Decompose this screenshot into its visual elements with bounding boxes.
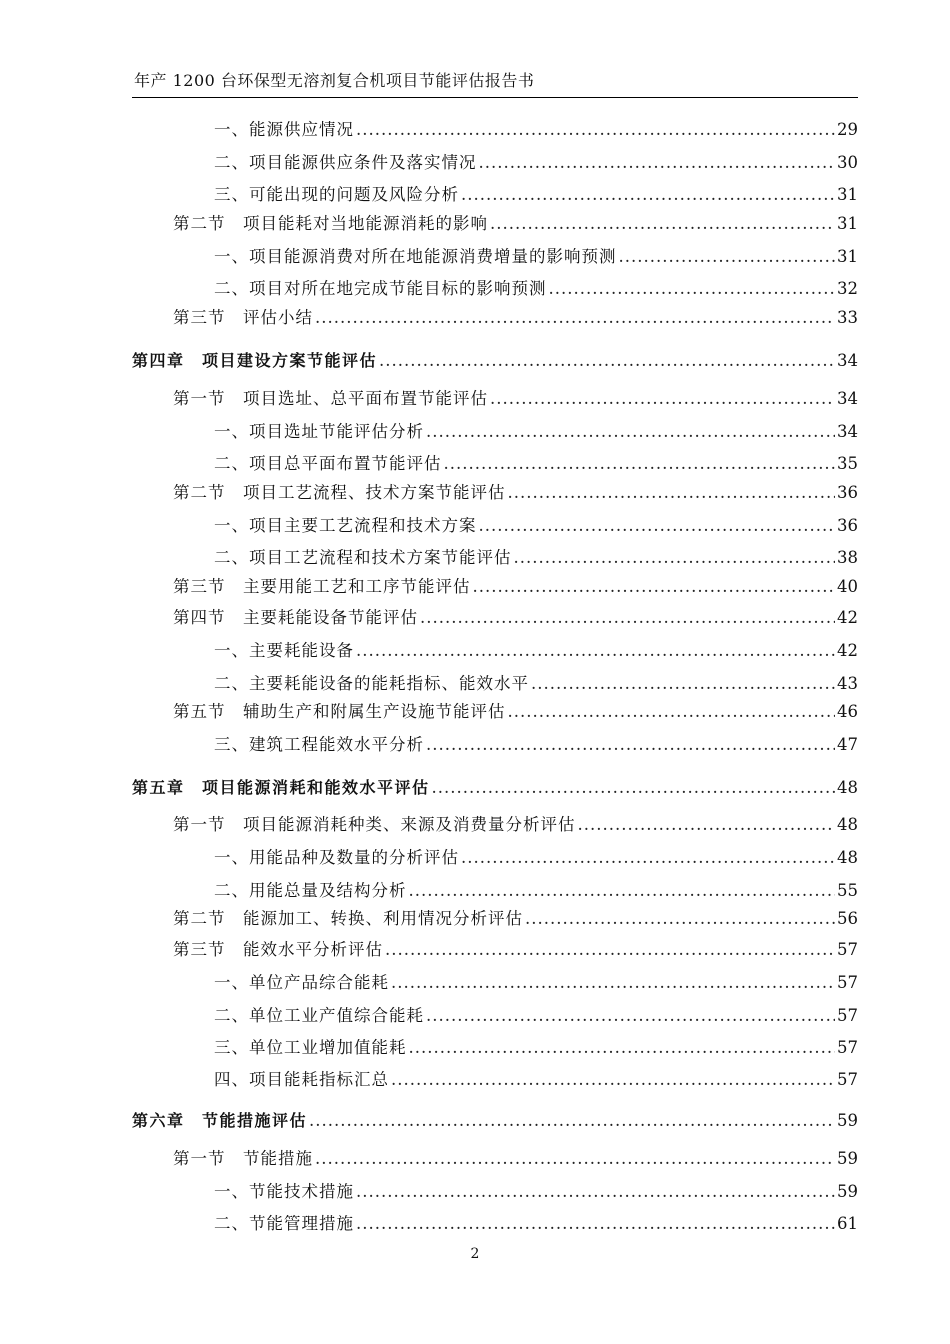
toc-entry[interactable]: 第五节 辅助生产和附属生产设施节能评估 ..... 46 (173, 700, 858, 724)
leader-dots (426, 733, 835, 757)
toc-entry[interactable]: 二、节能管理措施 ..... 61 (214, 1212, 858, 1236)
leader-dots (549, 277, 836, 301)
toc-entry[interactable]: 三、建筑工程能效水平分析 ..... 47 (214, 733, 858, 757)
page-number: 36 (837, 516, 858, 535)
page-number: 36 (837, 483, 858, 502)
page-number: 48 (837, 778, 858, 797)
page-number: 42 (837, 608, 858, 627)
leader-dots (479, 514, 836, 538)
toc-entry[interactable]: 一、能源供应情况 ..... 29 (214, 118, 858, 142)
toc-chapter[interactable]: 第四章 项目建设方案节能评估 ..... 34 (132, 349, 858, 373)
page-number: 57 (837, 1006, 858, 1025)
page-footer-number: 2 (470, 1246, 480, 1262)
leader-dots (461, 183, 835, 207)
running-header: 年产 1200 台环保型无溶剂复合机项目节能评估报告书 (134, 71, 535, 90)
toc-entry[interactable]: 一、主要耗能设备 ..... 42 (214, 639, 858, 663)
leader-dots (356, 1180, 835, 1204)
page-number: 31 (837, 247, 858, 266)
page-number: 59 (837, 1111, 858, 1130)
leader-dots (490, 387, 835, 411)
toc-entry[interactable]: 一、项目能源消费对所在地能源消费增量的影响预测 ..... 31 (214, 245, 858, 269)
toc-entry[interactable]: 二、单位工业产值综合能耗 ..... 57 (214, 1004, 858, 1028)
page-number: 43 (837, 674, 858, 693)
page-number: 31 (837, 214, 858, 233)
page-number: 40 (837, 577, 858, 596)
toc-entry[interactable]: 一、项目主要工艺流程和技术方案 ..... 36 (214, 514, 858, 538)
leader-dots (426, 420, 835, 444)
toc-entry[interactable]: 二、项目工艺流程和技术方案节能评估 ..... 38 (214, 546, 858, 570)
leader-dots (508, 700, 836, 724)
leader-dots (479, 151, 836, 175)
toc-entry[interactable]: 二、项目总平面布置节能评估 ..... 35 (214, 452, 858, 476)
leader-dots (315, 306, 835, 330)
leader-dots (391, 1068, 835, 1092)
toc-entry[interactable]: 第一节 节能措施 ..... 59 (173, 1147, 858, 1171)
leader-dots (315, 1147, 835, 1171)
page-number: 55 (837, 881, 858, 900)
page-number: 47 (837, 735, 858, 754)
page-number: 38 (837, 548, 858, 567)
leader-dots (385, 938, 835, 962)
toc-entry[interactable]: 三、可能出现的问题及风险分析 ..... 31 (214, 183, 858, 207)
toc-entry[interactable]: 第三节 主要用能工艺和工序节能评估 ..... 40 (173, 575, 858, 599)
leader-dots (619, 245, 836, 269)
page-number: 57 (837, 1038, 858, 1057)
page-number: 29 (837, 120, 858, 139)
leader-dots (578, 813, 836, 837)
leader-dots (514, 546, 836, 570)
page-number: 35 (837, 454, 858, 473)
toc-entry[interactable]: 二、项目对所在地完成节能目标的影响预测 ..... 32 (214, 277, 858, 301)
toc-entry[interactable]: 第二节 项目能耗对当地能源消耗的影响 ..... 31 (173, 212, 858, 236)
page-number: 57 (837, 940, 858, 959)
leader-dots (426, 1004, 835, 1028)
leader-dots (309, 1109, 835, 1133)
page-number: 34 (837, 351, 858, 370)
leader-dots (379, 349, 835, 373)
leader-dots (356, 118, 835, 142)
leader-dots (409, 879, 836, 903)
page-number: 31 (837, 185, 858, 204)
toc-entry[interactable]: 第二节 项目工艺流程、技术方案节能评估 ..... 36 (173, 481, 858, 505)
toc-entry[interactable]: 第二节 能源加工、转换、利用情况分析评估 ..... 56 (173, 907, 858, 931)
toc-entry[interactable]: 一、单位产品综合能耗 ..... 57 (214, 971, 858, 995)
leader-dots (490, 212, 835, 236)
header-divider (132, 97, 858, 98)
toc-entry[interactable]: 第三节 评估小结 ..... 33 (173, 306, 858, 330)
toc-chapter[interactable]: 第五章 项目能源消耗和能效水平评估 ..... 48 (132, 776, 858, 800)
toc-entry[interactable]: 一、用能品种及数量的分析评估 ..... 48 (214, 846, 858, 870)
page-number: 48 (837, 815, 858, 834)
leader-dots (473, 575, 836, 599)
page-number: 57 (837, 973, 858, 992)
page-number: 34 (837, 422, 858, 441)
page-number: 61 (837, 1214, 858, 1233)
toc-chapter[interactable]: 第六章 节能措施评估 ..... 59 (132, 1109, 858, 1133)
leader-dots (409, 1036, 836, 1060)
page-number: 30 (837, 153, 858, 172)
leader-dots (444, 452, 836, 476)
leader-dots (508, 481, 836, 505)
toc-entry[interactable]: 第一节 项目能源消耗种类、来源及消费量分析评估 ..... 48 (173, 813, 858, 837)
toc-entry[interactable]: 三、单位工业增加值能耗 ..... 57 (214, 1036, 858, 1060)
leader-dots (356, 639, 835, 663)
page-number: 33 (837, 308, 858, 327)
leader-dots (531, 672, 835, 696)
toc-entry[interactable]: 二、项目能源供应条件及落实情况 ..... 30 (214, 151, 858, 175)
page-number: 59 (837, 1149, 858, 1168)
leader-dots (525, 907, 835, 931)
page-number: 48 (837, 848, 858, 867)
page-number: 34 (837, 389, 858, 408)
toc-entry[interactable]: 二、用能总量及结构分析 ..... 55 (214, 879, 858, 903)
leader-dots (432, 776, 835, 800)
toc-entry[interactable]: 第四节 主要耗能设备节能评估 ..... 42 (173, 606, 858, 630)
leader-dots (420, 606, 835, 630)
page-number: 57 (837, 1070, 858, 1089)
leader-dots (391, 971, 835, 995)
toc-entry[interactable]: 第三节 能效水平分析评估 ..... 57 (173, 938, 858, 962)
toc-entry[interactable]: 四、项目能耗指标汇总 ..... 57 (214, 1068, 858, 1092)
page-number: 42 (837, 641, 858, 660)
toc-entry[interactable]: 一、项目选址节能评估分析 ..... 34 (214, 420, 858, 444)
page-number: 56 (837, 909, 858, 928)
toc-entry[interactable]: 第一节 项目选址、总平面布置节能评估 ..... 34 (173, 387, 858, 411)
toc-entry[interactable]: 一、节能技术措施 ..... 59 (214, 1180, 858, 1204)
toc-entry[interactable]: 二、主要耗能设备的能耗指标、能效水平 ..... 43 (214, 672, 858, 696)
page-number: 59 (837, 1182, 858, 1201)
leader-dots (461, 846, 835, 870)
page-number: 46 (837, 702, 858, 721)
page-number: 32 (837, 279, 858, 298)
leader-dots (356, 1212, 835, 1236)
